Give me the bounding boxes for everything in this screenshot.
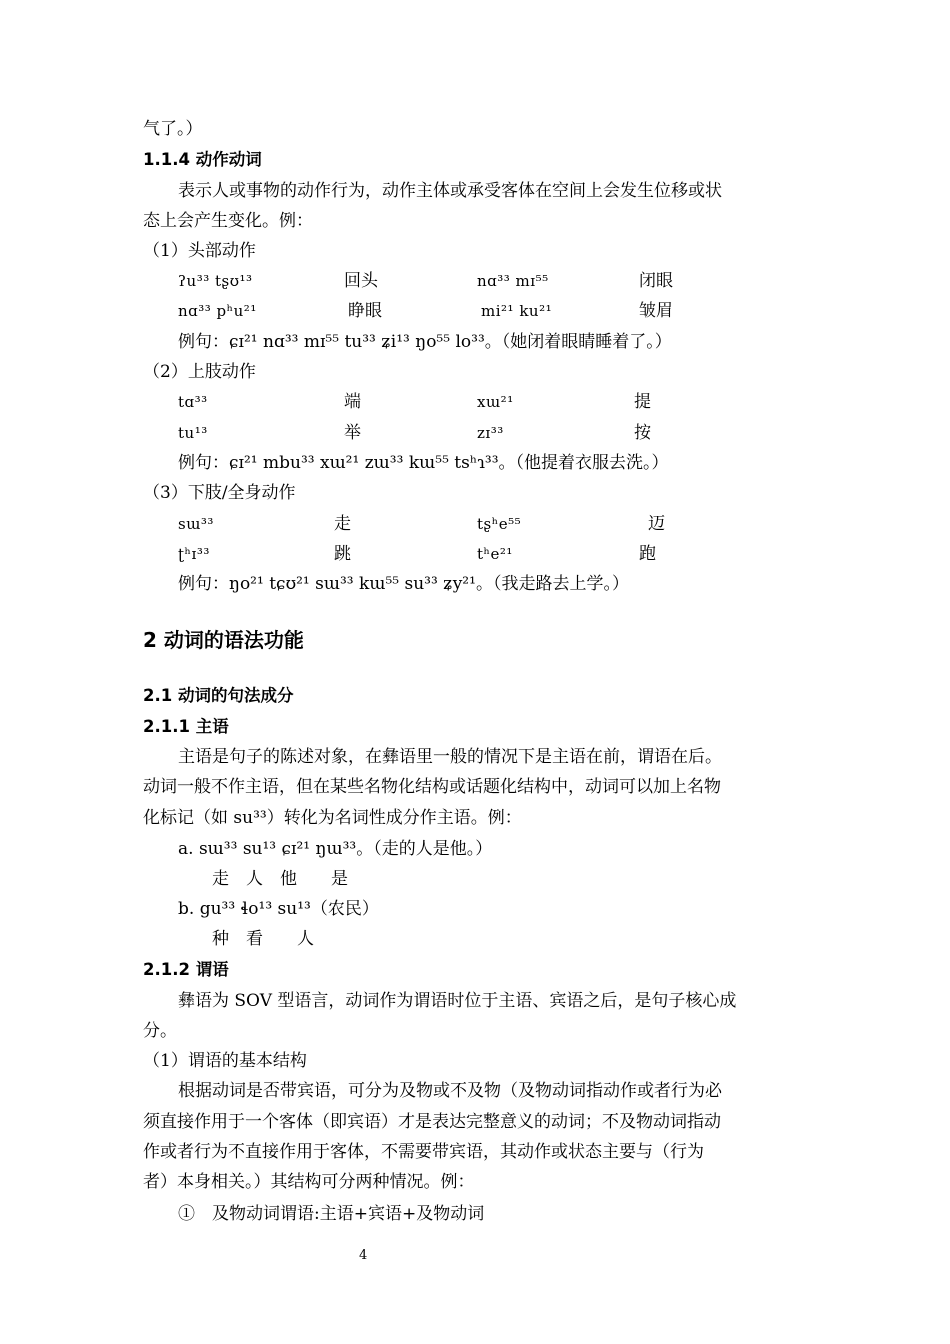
gloss: 睁眼 xyxy=(348,301,382,321)
ipa-word: ʔu³³ tʂʊ¹³ xyxy=(178,272,253,290)
example-b: b. gu³³ ɬo¹³ su¹³（农民） xyxy=(178,899,379,919)
ipa-word: xɯ²¹ xyxy=(477,393,514,411)
example-sentence: 例句：ŋo²¹ tɕʊ²¹ sɯ³³ kɯ⁵⁵ su³³ ʑy²¹。（我走路去上学。） xyxy=(178,574,629,594)
ipa-word: tʰe²¹ xyxy=(477,545,513,563)
paragraph-line: 分。 xyxy=(143,1021,177,1041)
gloss: 端 xyxy=(344,392,361,412)
gloss: 跳 xyxy=(334,544,351,564)
gloss: 按 xyxy=(634,423,651,443)
gloss: 闭眼 xyxy=(639,271,673,291)
ipa-word: nɑ³³ pʰu²¹ xyxy=(178,302,257,320)
section-heading-2-1: 2.1 动词的句法成分 xyxy=(143,686,294,705)
section-heading-1-1-4: 1.1.4 动作动词 xyxy=(143,150,262,169)
example-sentence: 例句：ɕɪ²¹ mbu³³ xɯ²¹ zɯ³³ kɯ⁵⁵ tsʰɿ³³。（他提着衣服去洗。） xyxy=(178,453,669,473)
subsection-label: （3）下肢/全身动作 xyxy=(143,483,296,503)
paragraph-line: 须直接作用于一个客体（即宾语）才是表达完整意义的动词；不及物动词指动 xyxy=(143,1112,721,1132)
page-number: 4 xyxy=(359,1248,368,1263)
example-a-gloss: 走 人 他 是 xyxy=(212,869,348,889)
paragraph-line: 主语是句子的陈述对象，在彝语里一般的情况下是主语在前，谓语在后。 xyxy=(178,747,722,767)
subsection-label: （1）谓语的基本结构 xyxy=(143,1051,307,1071)
paragraph-line: 动词一般不作主语，但在某些名物化结构或话题化结构中，动词可以加上名物 xyxy=(143,777,721,797)
list-item: ① 及物动词谓语:主语+宾语+及物动词 xyxy=(178,1204,485,1224)
ipa-word: mi²¹ ku²¹ xyxy=(481,302,553,320)
chapter-heading-2: 2 动词的语法功能 xyxy=(143,628,304,652)
section-heading-2-1-2: 2.1.2 谓语 xyxy=(143,960,229,979)
paragraph-line: 者）本身相关。）其结构可分两种情况。例： xyxy=(143,1172,475,1192)
gloss: 走 xyxy=(334,514,351,534)
ipa-word: tɑ³³ xyxy=(178,393,208,411)
gloss: 举 xyxy=(344,423,361,443)
paragraph-line: 作或者行为不直接作用于客体，不需要带宾语，其动作或状态主要与（行为 xyxy=(143,1142,704,1162)
example-a: a. sɯ³³ su¹³ ɕɪ²¹ ŋɯ³³。（走的人是他。） xyxy=(178,839,493,859)
paragraph-line: 态上会产生变化。例： xyxy=(143,211,313,231)
gloss: 回头 xyxy=(344,271,378,291)
ipa-word: nɑ³³ mɪ⁵⁵ xyxy=(477,272,549,290)
continued-text: 气了。） xyxy=(143,119,203,139)
ipa-word: ʈʰɪ³³ xyxy=(178,545,210,563)
paragraph-line: 彝语为 SOV 型语言，动词作为谓语时位于主语、宾语之后，是句子核心成 xyxy=(178,991,737,1011)
paragraph-line: 根据动词是否带宾语，可分为及物或不及物（及物动词指动作或者行为必 xyxy=(178,1081,722,1101)
ipa-word: tʂʰe⁵⁵ xyxy=(477,515,522,533)
gloss: 皱眉 xyxy=(639,301,673,321)
subsection-label: （2）上肢动作 xyxy=(143,362,256,382)
ipa-word: zɪ³³ xyxy=(477,424,504,442)
gloss: 提 xyxy=(634,392,651,412)
paragraph-line: 化标记（如 su³³）转化为名词性成分作主语。例： xyxy=(143,808,522,828)
subsection-label: （1）头部动作 xyxy=(143,241,256,261)
section-heading-2-1-1: 2.1.1 主语 xyxy=(143,717,229,736)
example-b-gloss: 种 看 人 xyxy=(212,929,314,949)
ipa-word: tu¹³ xyxy=(178,424,208,442)
paragraph-line: 表示人或事物的动作行为，动作主体或承受客体在空间上会发生位移或状 xyxy=(178,181,722,201)
gloss: 迈 xyxy=(648,514,665,534)
gloss: 跑 xyxy=(639,544,656,564)
example-sentence: 例句：ɕɪ²¹ nɑ³³ mɪ⁵⁵ tu³³ ʑi¹³ ŋo⁵⁵ lo³³。（她闭着眼睛睡着了。） xyxy=(178,332,672,352)
ipa-word: sɯ³³ xyxy=(178,515,214,533)
